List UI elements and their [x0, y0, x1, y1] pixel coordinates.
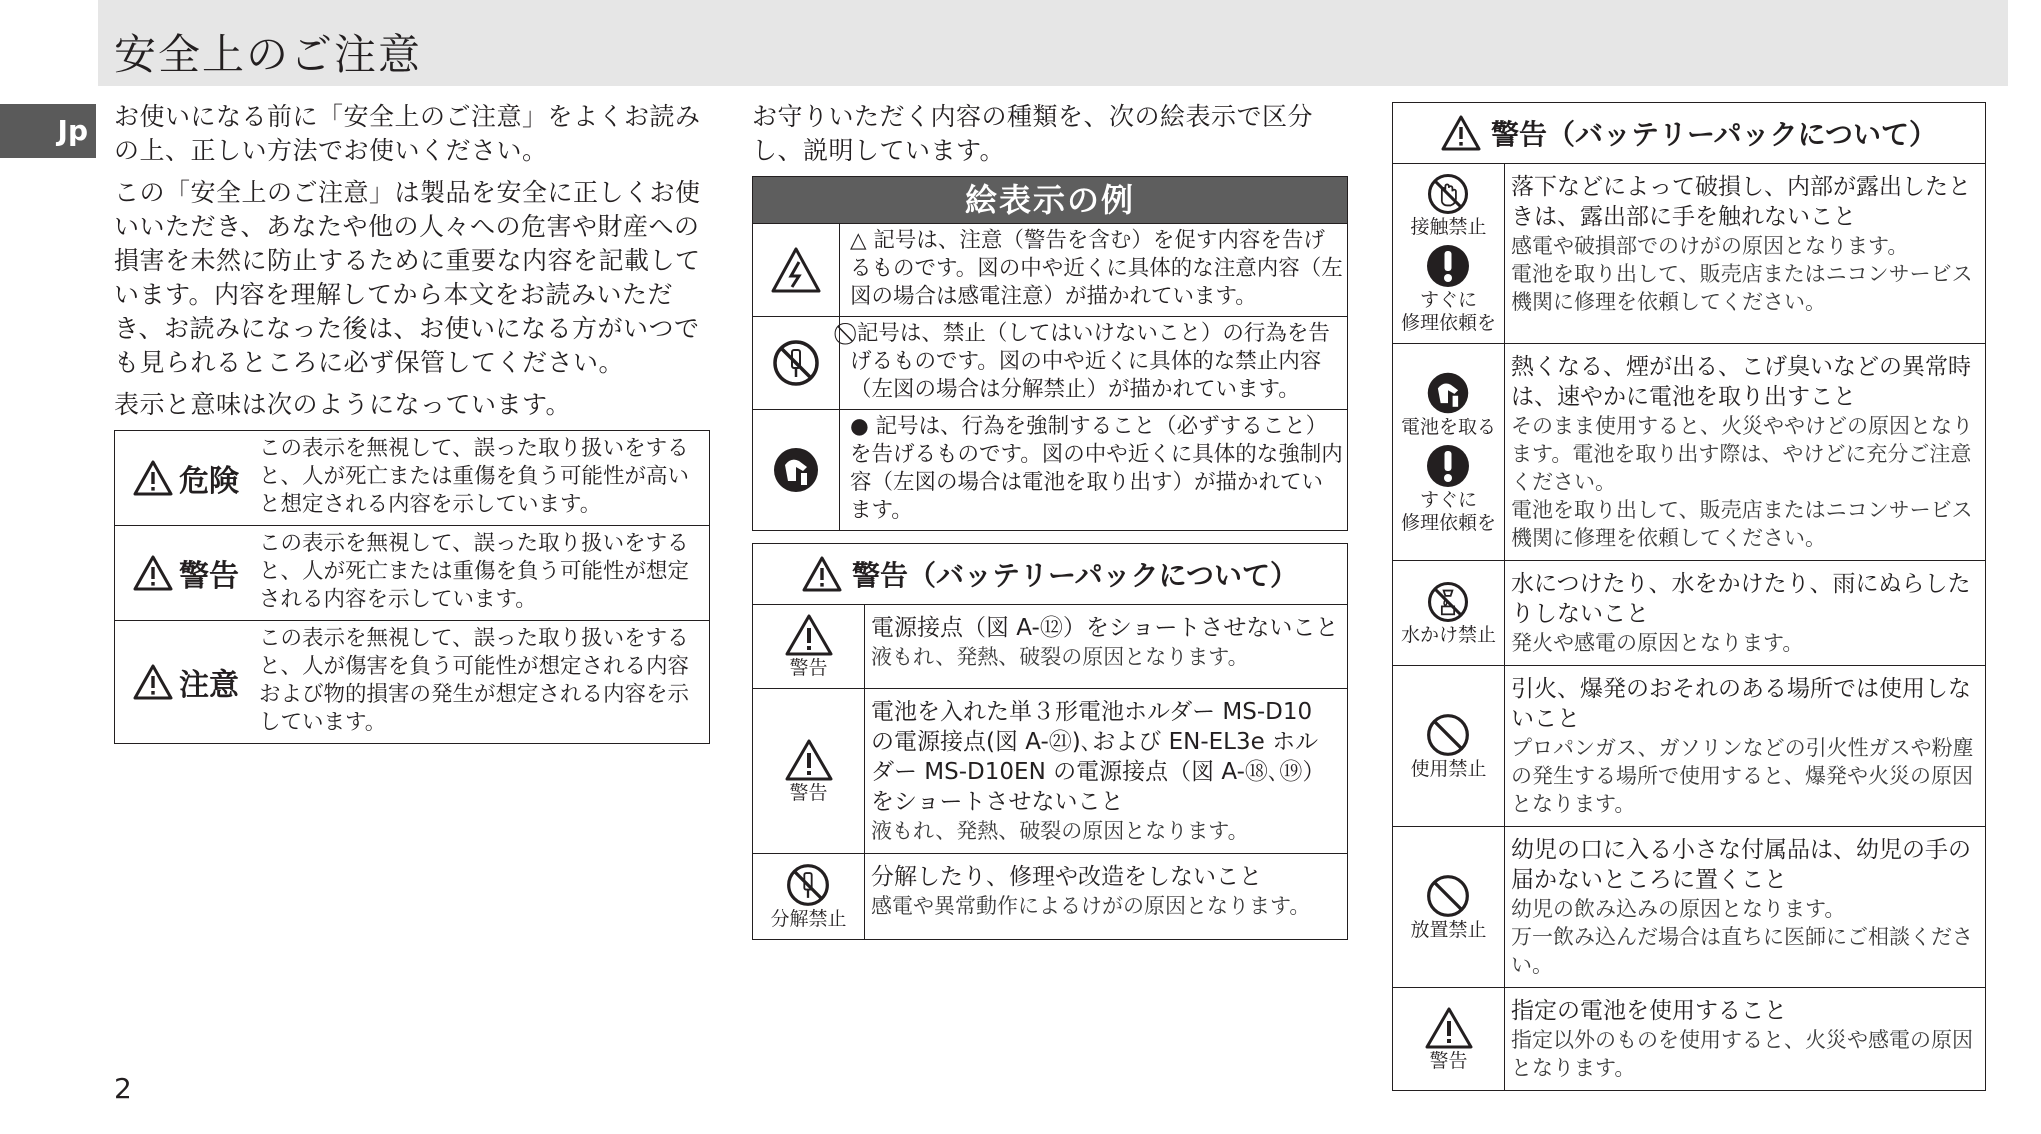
prohibited-icon [1425, 712, 1471, 758]
warning-item-title: 分解したり、修理や改造をしないこと [871, 864, 1262, 890]
example-row [753, 316, 1347, 409]
warning-item-detail: そのまま使用すると、火災ややけどの原因となります。電池を取り出す際は、やけどに充分ご注意ください。 [1511, 414, 1973, 494]
warning-triangle-icon [1441, 115, 1481, 151]
warning-table-title: 警告（バッテリーパックについて） [851, 559, 1299, 592]
warning-row [753, 688, 1347, 853]
warning-item-title: 指定の電池を使用すること [1511, 998, 1787, 1024]
warning-item-detail: 幼児の飲み込みの原因となります。 [1511, 897, 1846, 921]
warning-item-detail: 電池を取り出して、販売店またはニコンサービス機関に修理を依頼してください。 [1511, 498, 1973, 550]
example-description: △ 記号は、注意（警告を含む）を促す内容を告げるものです。図の中や近くに具体的な注意内容（左図の場合は感電注意）が描かれています。 [850, 228, 1343, 309]
signal-word-legend-table [114, 430, 710, 744]
battery-warning-table-2 [1392, 102, 1986, 1091]
legend-description: この表示を無視して、誤った取り扱いをすると、人が傷害を負う可能性が想定される内容および物的損害の発生が想定される内容を示しています。 [259, 626, 690, 735]
warning-item-title: 熱くなる、煙が出る、こげ臭いなどの異常時は、速やかに電池を取り出すこと [1511, 354, 1971, 410]
legend-row-warning [115, 525, 709, 620]
remove-battery-icon [753, 410, 840, 530]
example-description: ● 記号は、行為を強制すること（必ずすること）を告げるものです。図の中や近くに具体的な強制内容（左図の場合は電池を取り出す）が描かれています。 [850, 414, 1343, 523]
example-row [753, 223, 1347, 316]
intro-paragraph: この「安全上のご注意」は製品を安全に正しくお使いいただき、あなたや他の人々への危害や財産への損害を未然に防止するために重要な内容を記載しています。内容を理解してから本文をお読みいただき、お読みになった後は、お使いになる方がいつでも見られるところに必ず保管してください。 [114, 178, 701, 377]
warning-item-detail: プロパンガス、ガソリンなどの引火性ガスや粉塵の発生する場所で使用すると、爆発や火災の原因となります。 [1511, 736, 1974, 816]
warning-table-header [753, 544, 1347, 605]
no-disassembly-icon [785, 862, 831, 908]
warning-item-detail: 液もれ、発熱、破裂の原因となります。 [871, 819, 1249, 843]
no-disassembly-icon [753, 317, 840, 409]
example-description: ⃠ 記号は、禁止（してはいけないこと）の行為を告げるものです。図の中や近くに具体的な禁止内容（左図の場合は分解禁止）が描かれています。 [850, 321, 1330, 402]
icon-caption: 警告 [1429, 1049, 1468, 1072]
warning-row [1393, 987, 1985, 1090]
warning-triangle-icon [1424, 1006, 1474, 1050]
warning-item-detail: 万一飲み込んだ場合は直ちに医師にご相談ください。 [1511, 925, 1973, 977]
warning-item-title: 電源接点（図 A-⑫）をショートさせないこと [871, 615, 1339, 641]
examples-title: 絵表示の例 [753, 177, 1347, 223]
page-number: 2 [114, 1072, 132, 1105]
warning-table-header [1393, 103, 1985, 164]
remove-battery-icon [1425, 370, 1471, 416]
warning-item-detail: 発火や感電の原因となります。 [1511, 631, 1804, 655]
no-water-icon [1426, 580, 1470, 624]
legend-row-danger [115, 431, 709, 525]
warning-triangle-icon [133, 555, 173, 591]
legend-label: 危険 [179, 464, 239, 499]
warning-row [1393, 164, 1985, 343]
mandatory-exclamation-icon [1425, 443, 1471, 489]
no-touch-icon [1426, 172, 1470, 216]
electric-shock-caution-icon [753, 224, 840, 316]
warning-triangle-icon [802, 556, 842, 592]
intro-paragraph: お使いになる前に「安全上のご注意」をよくお読みの上、正しい方法でお使いください。 [114, 102, 701, 165]
warning-item-title: 水につけたり、水をかけたり、雨にぬらしたりしないこと [1511, 571, 1971, 627]
icon-caption: 分解禁止 [770, 908, 847, 930]
legend-description: この表示を無視して、誤った取り扱いをすると、人が死亡または重傷を負う可能性が想定される内容を示しています。 [259, 531, 690, 612]
warning-item-title: 電池を入れた単３形電池ホルダー MS-D10 の電源接点(図 A-㉑)､および EN-EL3e ホルダー MS-D10EN の電源接点（図 A-⑱､⑲）をショートさせないこと [871, 699, 1326, 815]
warning-item-detail: 感電や異常動作によるけがの原因となります。 [871, 894, 1311, 918]
icon-caption: 修理依頼を [1400, 312, 1496, 334]
warning-triangle-icon [133, 664, 173, 700]
icon-caption: 電池を取る [1400, 415, 1496, 438]
warning-triangle-icon [784, 738, 834, 782]
icon-caption: すぐに [1419, 488, 1477, 511]
warning-row [1393, 560, 1985, 665]
battery-warning-column [1392, 102, 1986, 1091]
warning-item-detail: 電池を取り出して、販売店またはニコンサービス機関に修理を依頼してください。 [1511, 262, 1973, 314]
warning-row [1393, 665, 1985, 826]
legend-label: 警告 [179, 559, 239, 594]
battery-warning-table-1 [752, 543, 1348, 940]
examples-intro: お守りいただく内容の種類を、次の絵表示で区分し、説明しています。 [752, 102, 1314, 165]
icon-caption: 警告 [789, 657, 828, 679]
warning-row [1393, 826, 1985, 987]
warning-row [753, 605, 1347, 688]
icon-caption: 警告 [789, 781, 828, 804]
mandatory-exclamation-icon [1425, 243, 1471, 289]
intro-column [114, 100, 710, 744]
warning-row [1393, 343, 1985, 560]
icon-caption: 使用禁止 [1410, 757, 1487, 780]
warning-triangle-icon [133, 460, 173, 496]
page-title: 安全上のご注意 [114, 30, 423, 79]
warning-triangle-icon [784, 613, 834, 657]
legend-description: この表示を無視して、誤った取り扱いをすると、人が死亡または重傷を負う可能性が高いと想定される内容を示しています。 [259, 436, 690, 517]
intro-paragraph: 表示と意味は次のようになっています。 [114, 390, 572, 419]
legend-row-caution [115, 620, 709, 743]
icon-caption: すぐに [1419, 289, 1477, 311]
warning-item-title: 幼児の口に入る小さな付属品は、幼児の手の届かないところに置くこと [1511, 837, 1971, 893]
icon-caption: 接触禁止 [1410, 216, 1487, 238]
prohibited-icon [1425, 873, 1471, 919]
warning-item-detail: 液もれ、発熱、破裂の原因となります。 [871, 645, 1249, 669]
icon-caption: 水かけ禁止 [1400, 623, 1496, 646]
examples-column [752, 100, 1348, 940]
warning-item-detail: 指定以外のものを使用すると、火災や感電の原因となります。 [1511, 1028, 1973, 1080]
legend-label: 注意 [179, 668, 239, 703]
warning-item-title: 落下などによって破損し、内部が露出したときは、露出部に手を触れないこと [1511, 174, 1971, 230]
pictogram-examples-box [752, 176, 1348, 531]
icon-caption: 修理依頼を [1400, 511, 1496, 534]
warning-item-detail: 感電や破損部でのけがの原因となります。 [1511, 234, 1909, 258]
warning-item-title: 引火、爆発のおそれのある場所では使用しないこと [1511, 676, 1971, 732]
icon-caption: 放置禁止 [1410, 918, 1487, 941]
example-row [753, 409, 1347, 530]
warning-row [753, 853, 1347, 939]
language-tab: Jp [0, 104, 96, 158]
warning-table-title: 警告（バッテリーパックについて） [1490, 118, 1938, 151]
